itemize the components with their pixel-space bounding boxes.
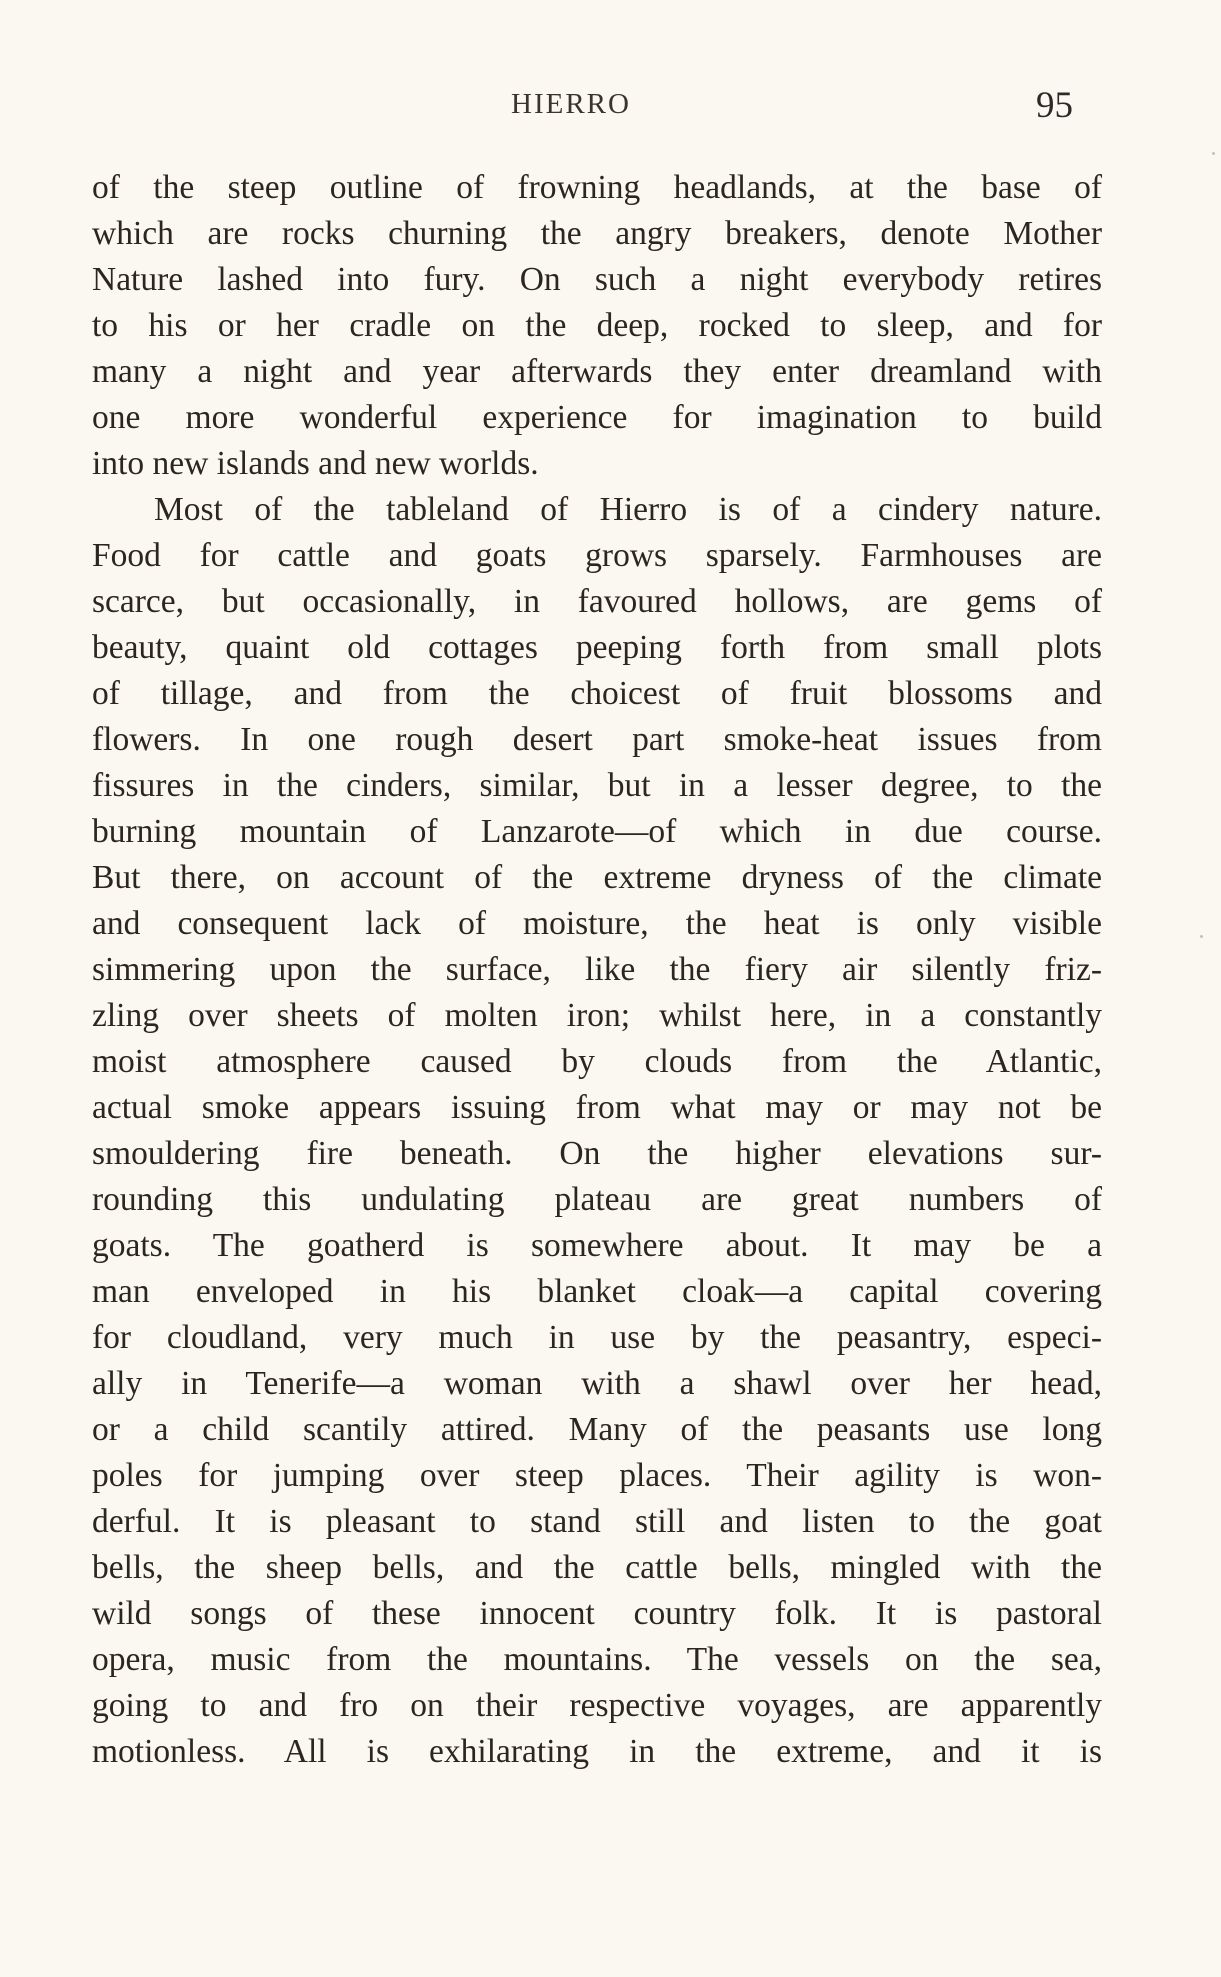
text-line: Food for cattle and goats grows sparsely. Farmhouses are (92, 537, 1102, 574)
running-title: HIERRO (511, 88, 631, 120)
text-line: But there, on account of the extreme dryness of the climate (92, 859, 1102, 896)
text-line: burning mountain of Lanzarote—of which in due course. (92, 813, 1102, 850)
text-line: one more wonderful experience for imagination to build (92, 399, 1102, 436)
text-line: smouldering fire beneath. On the higher elevations sur- (92, 1135, 1102, 1172)
text-line: which are rocks churning the angry breakers, denote Mother (92, 215, 1102, 252)
text-line: to his or her cradle on the deep, rocked to sleep, and for (92, 307, 1102, 344)
text-line: moist atmosphere caused by clouds from the Atlantic, (92, 1043, 1102, 1080)
text-line: bells, the sheep bells, and the cattle bells, mingled with the (92, 1549, 1102, 1586)
text-line: of the steep outline of frowning headlands, at the base of (92, 169, 1102, 206)
text-line: for cloudland, very much in use by the peasantry, especi- (92, 1319, 1102, 1356)
text-line: derful. It is pleasant to stand still and listen to the goat (92, 1503, 1102, 1540)
text-line: Nature lashed into fury. On such a night everybody retires (92, 261, 1102, 298)
text-line: actual smoke appears issuing from what may or may not be (92, 1089, 1102, 1126)
text-line: poles for jumping over steep places. Their agility is won- (92, 1457, 1102, 1494)
text-line: ally in Tenerife—a woman with a shawl over her head, (92, 1365, 1102, 1402)
text-line: fissures in the cinders, similar, but in a lesser degree, to the (92, 767, 1102, 804)
body-text (92, 165, 1102, 1775)
text-line: beauty, quaint old cottages peeping forth from small plots (92, 629, 1102, 666)
text-line: man enveloped in his blanket cloak—a capital covering (92, 1273, 1102, 1310)
text-line: or a child scantily attired. Many of the peasants use long (92, 1411, 1102, 1448)
paper-speck (1200, 935, 1203, 938)
text-line: simmering upon the surface, like the fiery air silently friz- (92, 951, 1102, 988)
paper-speck (1212, 152, 1215, 155)
running-head (0, 85, 1221, 138)
text-line: many a night and year afterwards they enter dreamland with (92, 353, 1102, 390)
text-line: opera, music from the mountains. The vessels on the sea, (92, 1641, 1102, 1678)
text-line: of tillage, and from the choicest of fruit blossoms and (92, 675, 1102, 712)
text-line: motionless. All is exhilarating in the extreme, and it is (92, 1733, 1102, 1770)
text-line: rounding this undulating plateau are great numbers of (92, 1181, 1102, 1218)
text-line: going to and fro on their respective voyages, are apparently (92, 1687, 1102, 1724)
text-line: flowers. In one rough desert part smoke-heat issues from (92, 721, 1102, 758)
text-line: scarce, but occasionally, in favoured hollows, are gems of (92, 583, 1102, 620)
text-line: goats. The goatherd is somewhere about. It may be a (92, 1227, 1102, 1264)
text-line: into new islands and new worlds. (92, 445, 539, 482)
text-line: and consequent lack of moisture, the heat is only visible (92, 905, 1102, 942)
text-line: wild songs of these innocent country folk. It is pastoral (92, 1595, 1102, 1632)
text-line: Most of the tableland of Hierro is of a cindery nature. (154, 491, 1102, 528)
page-number: 95 (1036, 85, 1073, 126)
text-line: zling over sheets of molten iron; whilst here, in a constantly (92, 997, 1102, 1034)
